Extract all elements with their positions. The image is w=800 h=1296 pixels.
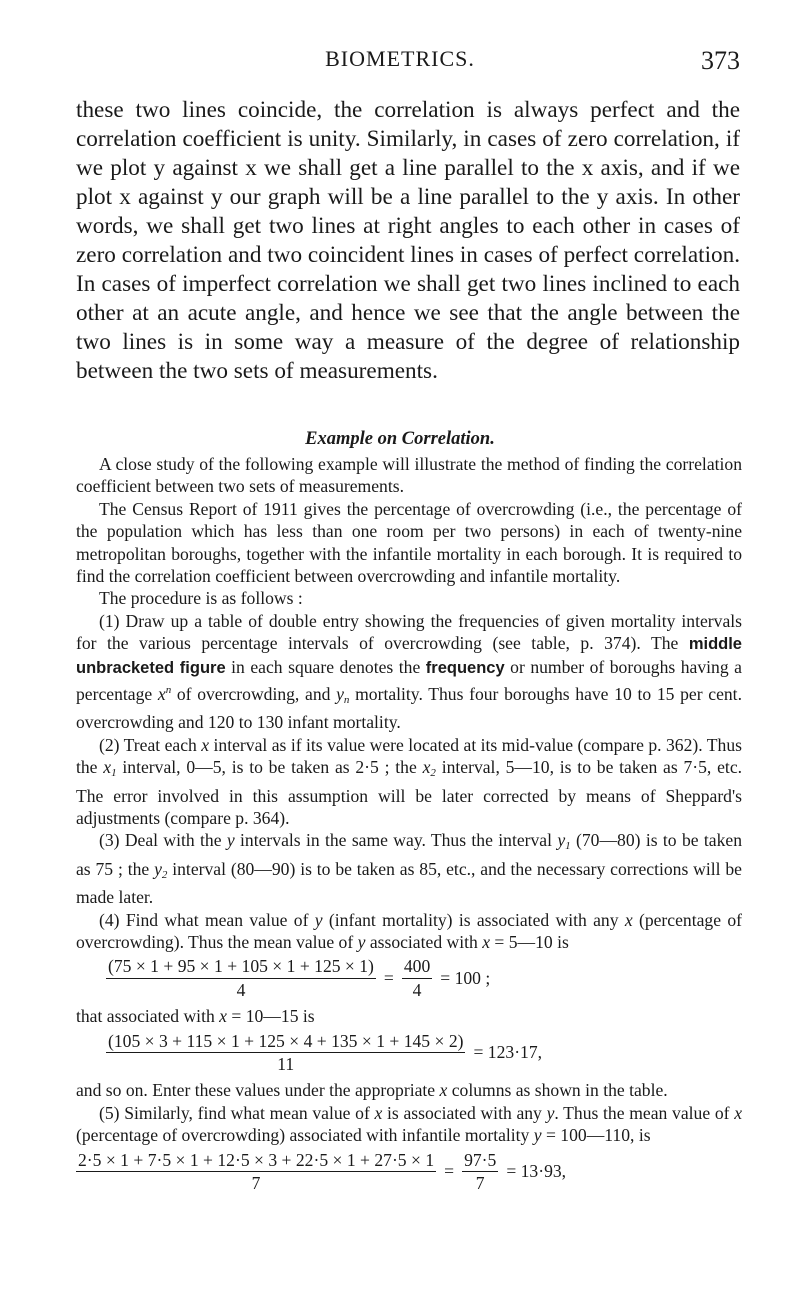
symbol-y2: $y_2$ (154, 858, 168, 881)
equation-2: $\frac{(105 \times 3 + 115 \times 1 + 125 \times 4 + 135 \times 1 + 145 \times 2)}{11}$ = 123·17, (108, 1030, 543, 1075)
equation-3: $\frac{2\cdot 5 \times 1 + 7\cdot 5 \times 1 + 12\cdot 5 \times 3 + 22\cdot 5 \times 1 + 27\cdot 5 \times 1}{7}$ = $\frac{97\cdot 5}{7}$ = 13·93, (78, 1149, 567, 1194)
running-head: BIOMETRICS. (325, 46, 475, 71)
step-5: (5) Similarly, find what mean value of x is associated with any y. Thus the mean value of x (percentage of overcrowding) associated with infantile mortality y = 100—110, is (76, 1102, 742, 1146)
page-number: 373 (701, 46, 740, 75)
paragraph-2: The Census Report of 1911 gives the percentage of overcrowding (i.e., the percentage of the population which has less than one room per two persons) in each of twenty-nine metropolitan boroughs, together with the infantile mortality in each borough. It is required to find the correlation coefficient between overcrowding and infantile mortality. (76, 498, 742, 587)
body-text (76, 453, 742, 1198)
symbol-x1: $x_1$ (103, 757, 117, 780)
step-4: (4) Find what mean value of y (infant mortality) is associated with any x (percentage of overcrowding). Thus the mean value of y associated with x = 5—10 is (76, 909, 742, 952)
step-4-cont: that associated with x = 10—15 is (76, 1006, 315, 1027)
bold-phrase: frequency (425, 658, 505, 677)
step-4-end: and so on. Enter these values under the appropriate x columns as shown in the table. (76, 1080, 668, 1101)
paragraph-1: A close study of the following example will illustrate the method of finding the correlation coefficient between two sets of measurements. (76, 454, 742, 497)
paragraph-3: The procedure is as follows : (99, 588, 303, 609)
symbol-y1: $y_1$ (557, 830, 571, 853)
symbol-xn: $x^n$ (157, 683, 172, 704)
step-1: (1) Draw up a table of double entry showing the frequencies of given mortality intervals for the various percentage intervals of overcrowding (see table, p. 374). The middle unbracketed figure in each square denotes the frequency or number of boroughs having a percentage $x^n$ of overcrowding, and $y_n$ mortality. Thus four boroughs have 10 to 15 per cent. overcrowding and 120 to 130 infant mortality. (76, 610, 742, 733)
section-title: Example on Correlation. (305, 429, 495, 449)
equation-1: $\frac{(75 \times 1 + 95 \times 1 + 105 \times 1 + 125 \times 1)}{4}$ = $\frac{400}{4}$ = 100 ; (108, 956, 491, 1000)
page-header (0, 46, 800, 86)
step-2: (2) Treat each x interval as if its value were located at its mid-value (compare p. 362). Thus the $x_1$ interval, 0—5, is to be taken as 2·5 ; the $x_2$ interval, 5—10, is to be taken as 7·5, etc. The error involved in this assumption will be later corrected by means of Sheppard's adjustments (compare p. 364). (76, 734, 743, 828)
symbol-x2: $x_2$ (422, 757, 436, 780)
intro-paragraph: these two lines coincide, the correlation is always perfect and the correlation coefficient is unity. Similarly, in cases of zero correlation, if we plot y against x we shall get a line parallel to the x axis, and if we plot x against y our graph will be a line parallel to the y axis. In other words, we shall get two lines at right angles to each other in cases of zero correlation and two coincident lines in cases of perfect correlation. In cases of imperfect correlation we shall get two lines inclined to each other at an acute angle, and hence we see that the angle between the two lines is in some way a measure of the degree of relationship between the two sets of measurements. (76, 97, 740, 384)
step-3: (3) Deal with the y intervals in the same way. Thus the interval $y_1$ (70—80) is to be taken as 75 ; the $y_2$ interval (80—90) is to be taken as 85, etc., and the necessary corrections will be made later. (76, 830, 742, 908)
bold-phrase: middle unbracketed figure (76, 635, 742, 677)
symbol-yn: $y_n$ (336, 683, 350, 706)
